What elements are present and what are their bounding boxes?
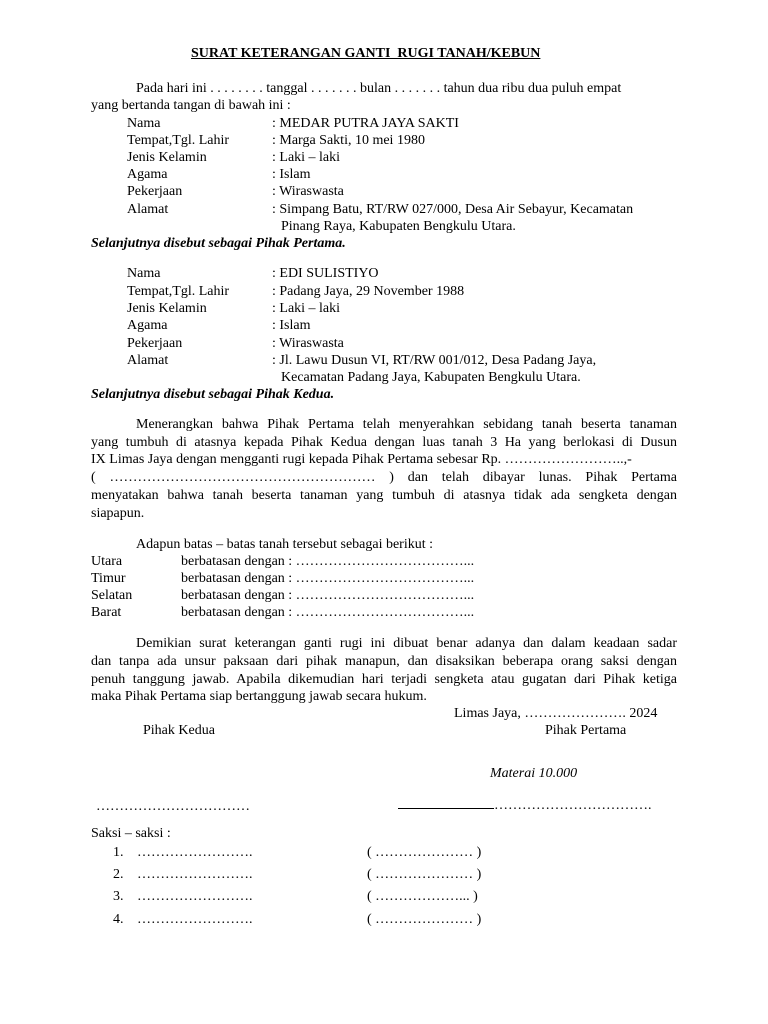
statement-line: menyatakan bahwa tanah beserta tanaman yang tumbuh di atasnya tidak ada sengketa dengan [91, 488, 677, 503]
field-value: : Laki – laki [272, 301, 341, 316]
field-value: : Jl. Lawu Dusun VI, RT/RW 001/012, Desa Padang Jaya, [272, 353, 597, 368]
witness-number: 3. [113, 889, 124, 904]
boundary-text: berbatasan dengan : ………………………………... [181, 588, 475, 603]
field-value: : Marga Sakti, 10 mei 1980 [272, 133, 425, 148]
closing-line: dan tanpa ada unsur paksaan dari pihak manapun, dan disaksikan beberapa orang saksi dengan [91, 654, 677, 669]
witness-name-line: ……………………. [137, 845, 253, 860]
witness-name-line: ……………………. [137, 912, 253, 927]
closing-line: Demikian surat keterangan ganti rugi ini dibuat benar adanya dan dalam keadaan sadar [136, 636, 677, 651]
boundary-direction: Timur [91, 571, 126, 586]
field-value: : Islam [272, 318, 311, 333]
field-label: Jenis Kelamin [127, 301, 207, 316]
field-label: Pekerjaan [127, 336, 183, 351]
witness-signature-line: ( ………………… ) [367, 845, 482, 860]
field-label: Alamat [127, 353, 169, 368]
field-label: Pekerjaan [127, 184, 183, 199]
signature-line-first-party: ……………………………. [494, 798, 652, 813]
field-label: Nama [127, 116, 161, 131]
statement-line: yang tumbuh di atasnya kepada Pihak Kedua dengan luas tanah 3 Ha yang berlokasi di Dusun [91, 435, 677, 450]
field-value: : Wiraswasta [272, 336, 344, 351]
address-continuation: Pinang Raya, Kabupaten Bengkulu Utara. [281, 219, 516, 234]
closing-line: penuh tanggung jawab. Apabila dikemudian hari terjadi sengketa atau gugatan dari Pihak ketiga [91, 672, 677, 687]
field-value: : Padang Jaya, 29 November 1988 [272, 284, 465, 299]
field-label: Nama [127, 266, 161, 281]
field-label: Tempat,Tgl. Lahir [127, 133, 230, 148]
field-value: : Islam [272, 167, 311, 182]
signature-line-second-party: …………………………… [96, 799, 250, 814]
field-label: Alamat [127, 202, 169, 217]
statement-line: IX Limas Jaya dengan mengganti rugi kepada Pihak Pertama sebesar Rp. ……………………..,- [91, 452, 632, 467]
field-value: : EDI SULISTIYO [272, 266, 379, 281]
field-value: : Simpang Batu, RT/RW 027/000, Desa Air Sebayur, Kecamatan [272, 202, 634, 217]
witness-number: 1. [113, 845, 124, 860]
field-value: : Wiraswasta [272, 184, 344, 199]
boundaries-intro: Adapun batas – batas tanah tersebut sebagai berikut : [136, 537, 434, 552]
signature-label-second-party: Pihak Kedua [143, 723, 215, 738]
witness-signature-line: ( ………………… ) [367, 912, 482, 927]
statement-line: Menerangkan bahwa Pihak Pertama telah menyerahkan sebidang tanah beserta tanaman [136, 417, 677, 432]
stamp-duty-note: Materai 10.000 [490, 766, 578, 781]
address-continuation: Kecamatan Padang Jaya, Kabupaten Bengkulu Utara. [281, 370, 581, 385]
field-value: : MEDAR PUTRA JAYA SAKTI [272, 116, 459, 131]
witness-number: 2. [113, 867, 124, 882]
statement-line: ( ………………………………………………… ) dan telah dibayar lunas. Pihak Pertama [91, 470, 677, 485]
closing-line: maka Pihak Pertama siap bertanggung jawab secara hukum. [91, 689, 427, 704]
boundary-text: berbatasan dengan : ………………………………... [181, 554, 475, 569]
boundary-text: berbatasan dengan : ………………………………... [181, 605, 475, 620]
witness-name-line: ……………………. [137, 867, 253, 882]
witness-number: 4. [113, 912, 124, 927]
boundary-direction: Utara [91, 554, 123, 569]
field-label: Agama [127, 167, 168, 182]
boundary-direction: Selatan [91, 588, 133, 603]
second-party-designation: Selanjutnya disebut sebagai Pihak Kedua. [91, 387, 335, 402]
signature-label-first-party: Pihak Pertama [545, 723, 627, 738]
field-label: Tempat,Tgl. Lahir [127, 284, 230, 299]
field-label: Agama [127, 318, 168, 333]
opening-line-2: yang bertanda tangan di bawah ini : [91, 98, 291, 113]
opening-line-1: Pada hari ini . . . . . . . . tanggal . . . . . . . bulan . . . . . . . tahun dua ribu dua puluh empat [136, 81, 622, 96]
place-date: Limas Jaya, …………………. 2024 [454, 706, 658, 721]
boundary-text: berbatasan dengan : ………………………………... [181, 571, 475, 586]
witness-signature-line: ( ………………... ) [367, 889, 478, 904]
statement-line: siapapun. [91, 506, 145, 521]
witness-name-line: ……………………. [137, 889, 253, 904]
signature-underline [398, 808, 494, 809]
first-party-designation: Selanjutnya disebut sebagai Pihak Pertama. [91, 236, 346, 251]
field-label: Jenis Kelamin [127, 150, 207, 165]
boundary-direction: Barat [91, 605, 122, 620]
document-title: SURAT KETERANGAN GANTI RUGI TANAH/KEBUN [191, 46, 541, 61]
witnesses-title: Saksi – saksi : [91, 826, 171, 841]
witness-signature-line: ( ………………… ) [367, 867, 482, 882]
field-value: : Laki – laki [272, 150, 341, 165]
